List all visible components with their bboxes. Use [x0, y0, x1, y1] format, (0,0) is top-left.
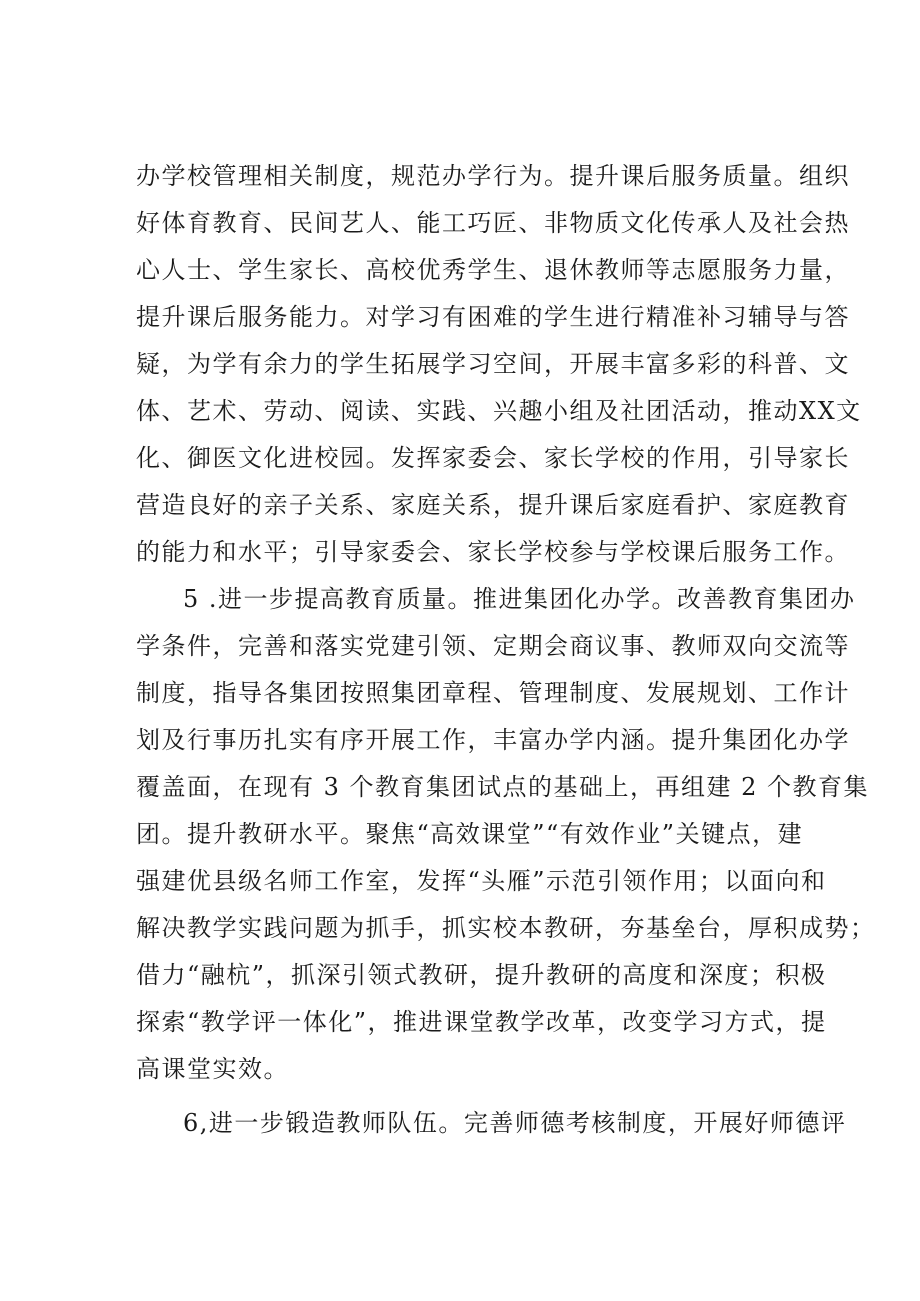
- body-text-line: 的能力和水平；引导家委会、家长学校参与学校课后服务工作。: [136, 538, 850, 566]
- body-text-line: 借力“融杭”，抓深引领式教研，提升教研的高度和深度；积极: [136, 961, 827, 989]
- body-text-line: 体、艺术、劳动、阅读、实践、兴趣小组及社团活动，推动XX文: [136, 397, 862, 425]
- body-text-line: 高课堂实效。: [136, 1055, 289, 1083]
- body-text-line: 探索“教学评一体化”，推进课堂教学改革，改变学习方式，提: [136, 1008, 827, 1036]
- body-text-line: 划及行事历扎实有序开展工作，丰富办学内涵。提升集团化办学: [136, 726, 850, 754]
- body-text-line: 解决教学实践问题为抓手，抓实校本教研，夯基垒台，厚积成势；: [136, 914, 876, 942]
- section-6-heading-line: 6,进一步锻造教师队伍。完善师德考核制度，开展好师德评: [183, 1109, 847, 1137]
- body-text-line: 营造良好的亲子关系、家庭关系，提升课后家庭看护、家庭教育: [136, 491, 850, 519]
- body-text-line: 制度，指导各集团按照集团章程、管理制度、发展规划、工作计: [136, 679, 850, 707]
- section-5-heading-line: 5 .进一步提高教育质量。推进集团化办学。改善教育集团办: [183, 585, 856, 613]
- body-text-line: 提升课后服务能力。对学习有困难的学生进行精准补习辅导与答: [136, 303, 850, 331]
- body-text-line: 学条件，完善和落实党建引领、定期会商议事、教师双向交流等: [136, 632, 850, 660]
- body-text-line: 覆盖面，在现有 3 个教育集团试点的基础上，再组建 2 个教育集: [136, 773, 870, 801]
- body-text-line: 心人士、学生家长、高校优秀学生、退休教师等志愿服务力量，: [136, 256, 850, 284]
- body-text-line: 化、御医文化进校园。发挥家委会、家长学校的作用，引导家长: [136, 444, 850, 472]
- body-text-line: 团。提升教研水平。聚焦“高效课堂”“有效作业”关键点，建: [136, 820, 804, 848]
- body-text-line: 强建优县级名师工作室，发挥“头雁”示范引领作用；以面向和: [136, 867, 827, 895]
- body-text-line: 好体育教育、民间艺人、能工巧匠、非物质文化传承人及社会热: [136, 209, 850, 237]
- body-text-line: 办学校管理相关制度，规范办学行为。提升课后服务质量。组织: [136, 162, 850, 190]
- body-text-line: 疑，为学有余力的学生拓展学习空间，开展丰富多彩的科普、文: [136, 350, 850, 378]
